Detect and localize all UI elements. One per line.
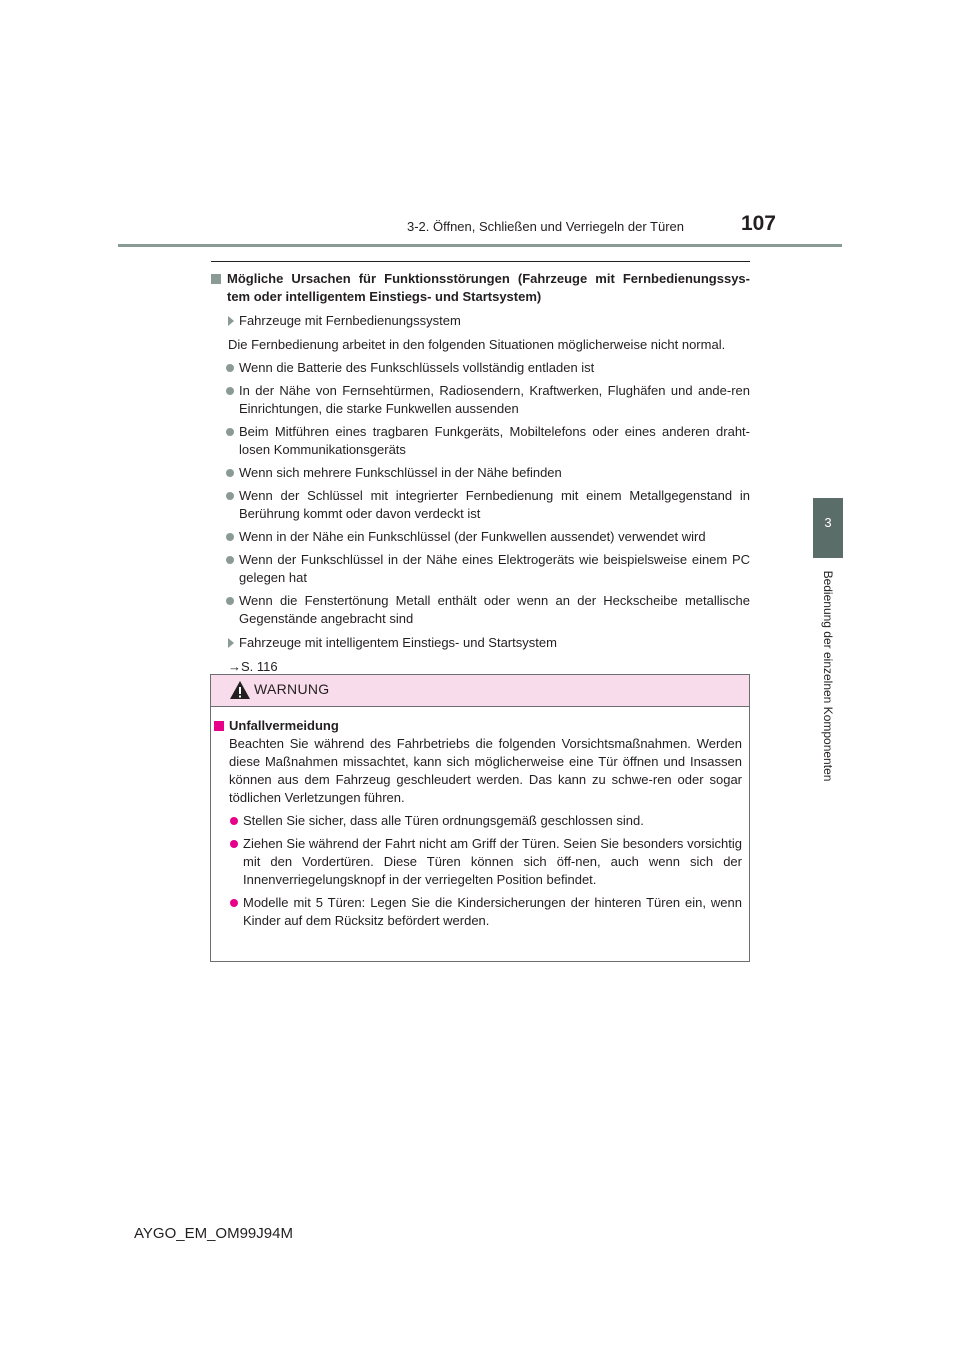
warning-heading: Unfallvermeidung bbox=[214, 717, 742, 735]
list-item: Modelle mit 5 Türen: Legen Sie die Kindersicherungen der hinteren Türen ein, wenn Kinder auf dem Rücksitz befördert werden. bbox=[214, 894, 742, 930]
list-item: Wenn die Batterie des Funkschlüssels vollständig entladen ist bbox=[211, 359, 750, 377]
list-item: Beim Mitführen eines tragbaren Funkgeräts, Mobiltelefons oder eines anderen draht-losen Kommunikationsgeräts bbox=[211, 423, 750, 459]
intro-text: Die Fernbedienung arbeitet in den folgenden Situationen möglicherweise nicht normal. bbox=[228, 337, 726, 352]
warning-box bbox=[210, 674, 750, 962]
square-bullet-icon bbox=[211, 274, 221, 284]
list-item: In der Nähe von Fernsehtürmen, Radiosendern, Kraftwerken, Flughäfen und ande-ren Einrichtungen, die starke Funkwellen aussenden bbox=[211, 382, 750, 418]
list-item: Wenn die Fenstertönung Metall enthält oder wenn an der Heckscheibe metallische Gegenstände angebracht sind bbox=[211, 592, 750, 628]
subheading-remote bbox=[211, 312, 750, 330]
section-heading-line1: Mögliche Ursachen für Funktionsstörungen (Fahrzeuge mit Fernbedienungssys- bbox=[227, 271, 750, 286]
section-heading bbox=[211, 270, 750, 306]
bullet-dot-icon bbox=[230, 840, 238, 848]
subheading-smart-entry bbox=[211, 634, 750, 652]
section-content bbox=[211, 266, 750, 676]
section-heading-line2: tem oder intelligentem Einstiegs- und Startsystem) bbox=[227, 289, 542, 304]
list-item: Wenn der Funkschlüssel in der Nähe eines Elektrogeräts wie beispielsweise einem PC gelegen hat bbox=[211, 551, 750, 587]
list-item: Stellen Sie sicher, dass alle Türen ordnungsgemäß geschlossen sind. bbox=[214, 812, 742, 830]
header-rule bbox=[118, 244, 842, 247]
bullet-dot-icon bbox=[226, 597, 234, 605]
chapter-tab bbox=[813, 498, 843, 558]
list-item: Ziehen Sie während der Fahrt nicht am Griff der Türen. Seien Sie besonders vorsichtig mit den Vordertüren. Diese Türen können sich öff-nen, auch wenn sich der Innenverriegelungsknopf in der verriegelten Position befindet. bbox=[214, 835, 742, 889]
document-code: AYGO_EM_OM99J94M bbox=[134, 1225, 293, 1242]
bullet-dot-icon bbox=[226, 387, 234, 395]
bullet-dot-icon bbox=[226, 533, 234, 541]
bullet-dot-icon bbox=[230, 817, 238, 825]
chapter-number: 3 bbox=[824, 515, 832, 530]
warning-title: WARNUNG bbox=[254, 681, 330, 697]
warning-header bbox=[211, 675, 749, 707]
header-section-title: 3-2. Öffnen, Schließen und Verriegeln der Türen bbox=[406, 219, 684, 234]
list-item: Wenn in der Nähe ein Funkschlüssel (der Funkwellen aussendet) verwendet wird bbox=[211, 528, 750, 546]
page-reference-link[interactable]: →S. 116 bbox=[228, 659, 278, 674]
warning-triangle-icon bbox=[229, 680, 251, 700]
malfunction-causes-list bbox=[211, 359, 750, 628]
subheading-remote-label: Fahrzeuge mit Fernbedienungssystem bbox=[239, 313, 461, 328]
section-rule bbox=[211, 261, 750, 262]
warning-body bbox=[211, 707, 749, 930]
bullet-dot-icon bbox=[226, 492, 234, 500]
bullet-dot-icon bbox=[226, 556, 234, 564]
bullet-dot-icon bbox=[226, 428, 234, 436]
bullet-dot-icon bbox=[226, 364, 234, 372]
triangle-arrow-icon bbox=[228, 638, 234, 648]
chapter-label: Bedienung der einzelnen Komponenten bbox=[821, 570, 835, 782]
subheading-smart-entry-label: Fahrzeuge mit intelligentem Einstiegs- und Startsystem bbox=[239, 635, 557, 650]
list-item: Wenn sich mehrere Funkschlüssel in der Nähe befinden bbox=[211, 464, 750, 482]
warning-text: Beachten Sie während des Fahrbetriebs die folgenden Vorsichtsmaßnahmen. Werden diese Maßnahmen missachtet, kann sich möglicherweise eine Tür öffnen und Insassen können aus dem Fahrzeug geschleudert werden. Das kann zu schwe-ren oder sogar tödlichen Verletzungen führen. bbox=[229, 736, 742, 805]
bullet-dot-icon bbox=[226, 469, 234, 477]
bullet-dot-icon bbox=[230, 899, 238, 907]
list-item: Wenn der Schlüssel mit integrierter Fernbedienung mit einem Metallgegenstand in Berührung kommt oder davon verdeckt ist bbox=[211, 487, 750, 523]
square-bullet-icon bbox=[214, 721, 224, 731]
triangle-arrow-icon bbox=[228, 316, 234, 326]
page-number: 107 bbox=[740, 212, 776, 235]
